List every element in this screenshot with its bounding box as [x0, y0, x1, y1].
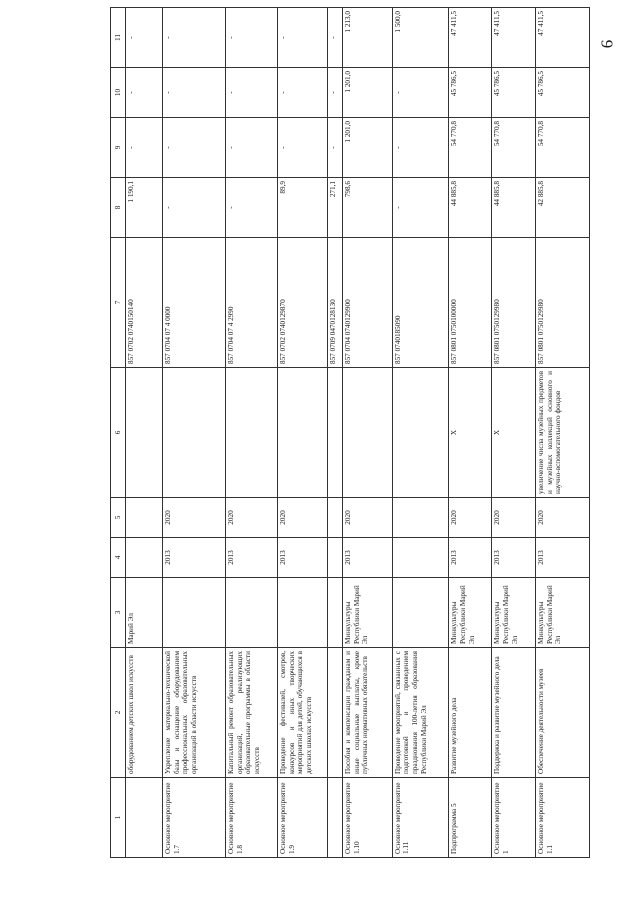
- column-header: 4: [111, 538, 126, 578]
- row-label: Основное мероприятие 1.7: [162, 778, 225, 858]
- budget-table: [110, 7, 590, 858]
- description-cell: Пособия и компенсации гражданам и иные социальные выплаты, кроме публичных нормативных обязательств: [342, 648, 392, 778]
- value-cell: -: [327, 8, 342, 68]
- row-label: Основное мероприятие 1.9: [277, 778, 327, 858]
- value-cell: 1 500,0: [392, 8, 448, 68]
- value-cell: -: [225, 118, 277, 178]
- value-cell: -: [327, 68, 342, 118]
- value-cell: 1 190,1: [126, 178, 163, 238]
- indicator-cell: X: [449, 368, 492, 498]
- end-year-cell: 2020: [277, 498, 327, 538]
- end-year-cell: 2020: [449, 498, 492, 538]
- column-header: 2: [111, 648, 126, 778]
- start-year-cell: [327, 538, 342, 578]
- table-row: [449, 8, 492, 858]
- value-cell: 45 786,5: [535, 68, 589, 118]
- value-cell: 47 411,5: [449, 8, 492, 68]
- budget-code-cell: 857 0704 07 4 2990: [225, 238, 277, 368]
- row-label: Основное мероприятие 1.10: [342, 778, 392, 858]
- column-header: 9: [111, 118, 126, 178]
- row-label: [327, 778, 342, 858]
- executor-cell: [225, 578, 277, 648]
- executor-cell: [277, 578, 327, 648]
- table-row: [492, 8, 535, 858]
- row-label: Основное мероприятие 1: [492, 778, 535, 858]
- start-year-cell: 2013: [449, 538, 492, 578]
- executor-cell: Марий Эл: [126, 578, 163, 648]
- value-cell: -: [162, 8, 225, 68]
- indicator-cell: [327, 368, 342, 498]
- value-cell: 89,9: [277, 178, 327, 238]
- value-cell: -: [392, 68, 448, 118]
- value-cell: 1 213,0: [342, 8, 392, 68]
- description-cell: Развитие музейного дела: [449, 648, 492, 778]
- start-year-cell: 2013: [342, 538, 392, 578]
- row-label: Основное мероприятие 1.11: [392, 778, 448, 858]
- executor-cell: Минкультуры Республики Марий Эл: [535, 578, 589, 648]
- start-year-cell: 2013: [277, 538, 327, 578]
- end-year-cell: 2020: [225, 498, 277, 538]
- table-row: [327, 8, 342, 858]
- table-row: [162, 8, 225, 858]
- value-cell: -: [126, 68, 163, 118]
- column-header: 3: [111, 578, 126, 648]
- description-cell: Поддержка и развитие музейного дела: [492, 648, 535, 778]
- value-cell: 44 885,8: [449, 178, 492, 238]
- end-year-cell: 2020: [492, 498, 535, 538]
- description-cell: Проведение фестивалей, смотров, конкурсов и иных творческих мероприятий для детей, обучающихся в детских школах искусств: [277, 648, 327, 778]
- budget-code-cell: 857 0801 0750100000: [449, 238, 492, 368]
- description-cell: Капитальный ремонт образовательных организаций, реализующих образовательные программы в области искусств: [225, 648, 277, 778]
- budget-code-cell: 857 0709 0470128130: [327, 238, 342, 368]
- value-cell: -: [277, 8, 327, 68]
- budget-code-cell: 857 0702 0740129870: [277, 238, 327, 368]
- column-header: 10: [111, 68, 126, 118]
- value-cell: -: [392, 118, 448, 178]
- end-year-cell: 2020: [342, 498, 392, 538]
- description-cell: Проведение мероприятий, связанных с подготовкой и проведением празднования 100-летия образования Республики Марий Эл: [392, 648, 448, 778]
- end-year-cell: [126, 498, 163, 538]
- value-cell: 54 770,8: [535, 118, 589, 178]
- indicator-cell: X: [492, 368, 535, 498]
- start-year-cell: [392, 538, 448, 578]
- start-year-cell: 2013: [225, 538, 277, 578]
- column-header: 5: [111, 498, 126, 538]
- value-cell: -: [277, 118, 327, 178]
- budget-code-cell: 857 0740185090: [392, 238, 448, 368]
- column-header: 1: [111, 778, 126, 858]
- value-cell: 44 885,8: [492, 178, 535, 238]
- end-year-cell: 2020: [535, 498, 589, 538]
- value-cell: 1 201,0: [342, 68, 392, 118]
- value-cell: 54 770,8: [492, 118, 535, 178]
- end-year-cell: [327, 498, 342, 538]
- start-year-cell: [126, 538, 163, 578]
- end-year-cell: 2020: [162, 498, 225, 538]
- start-year-cell: 2013: [535, 538, 589, 578]
- value-cell: 798,6: [342, 178, 392, 238]
- value-cell: -: [126, 118, 163, 178]
- value-cell: 47 411,5: [535, 8, 589, 68]
- column-header: 8: [111, 178, 126, 238]
- row-label: Подпрограмма 5: [449, 778, 492, 858]
- table-row: [277, 8, 327, 858]
- start-year-cell: 2013: [492, 538, 535, 578]
- value-cell: -: [162, 118, 225, 178]
- table-row: [126, 8, 163, 858]
- column-header: 7: [111, 238, 126, 368]
- indicator-cell: [277, 368, 327, 498]
- budget-code-cell: 857 0704 07 4 0000: [162, 238, 225, 368]
- budget-code-cell: 857 0801 0750129980: [535, 238, 589, 368]
- row-label: Основное мероприятие 1.1: [535, 778, 589, 858]
- row-label: [126, 778, 163, 858]
- executor-cell: Минкультуры Республики Марий Эл: [449, 578, 492, 648]
- start-year-cell: 2013: [162, 538, 225, 578]
- value-cell: 45 786,5: [492, 68, 535, 118]
- value-cell: -: [126, 8, 163, 68]
- executor-cell: [162, 578, 225, 648]
- indicator-cell: [162, 368, 225, 498]
- table-row: [535, 8, 589, 858]
- value-cell: -: [225, 178, 277, 238]
- indicator-cell: увеличение числа музейных предметов и музейных коллекций основного и научно-вспомогательного фондов: [535, 368, 589, 498]
- value-cell: -: [392, 178, 448, 238]
- row-label: Основное мероприятие 1.8: [225, 778, 277, 858]
- value-cell: -: [225, 68, 277, 118]
- description-cell: Укрепление материально-технической базы и оснащение оборудованием профессиональных образовательных организаций в области искусств: [162, 648, 225, 778]
- description-cell: оборудованием детских школ искусств: [126, 648, 163, 778]
- value-cell: -: [162, 68, 225, 118]
- column-header: 11: [111, 8, 126, 68]
- value-cell: 47 411,5: [492, 8, 535, 68]
- value-cell: 54 770,8: [449, 118, 492, 178]
- header-row: [111, 8, 126, 858]
- executor-cell: [327, 578, 342, 648]
- indicator-cell: [126, 368, 163, 498]
- table-row: [225, 8, 277, 858]
- value-cell: -: [162, 178, 225, 238]
- rotated-table-container: [110, 8, 590, 858]
- executor-cell: Минкультуры Республики Марий Эл: [342, 578, 392, 648]
- budget-code-cell: 857 0801 0750129980: [492, 238, 535, 368]
- executor-cell: Минкультуры Республики Марий Эл: [492, 578, 535, 648]
- budget-code-cell: 857 0702 0740150140: [126, 238, 163, 368]
- page-number: 9: [597, 39, 617, 49]
- executor-cell: [392, 578, 448, 648]
- value-cell: 45 786,5: [449, 68, 492, 118]
- value-cell: -: [225, 8, 277, 68]
- table-row: [392, 8, 448, 858]
- end-year-cell: [392, 498, 448, 538]
- description-cell: Обеспечение деятельности музеев: [535, 648, 589, 778]
- indicator-cell: [342, 368, 392, 498]
- value-cell: 271,1: [327, 178, 342, 238]
- value-cell: -: [327, 118, 342, 178]
- description-cell: [327, 648, 342, 778]
- table-row: [342, 8, 392, 858]
- budget-code-cell: 857 0704 0740129900: [342, 238, 392, 368]
- value-cell: 42 885,8: [535, 178, 589, 238]
- column-header: 6: [111, 368, 126, 498]
- indicator-cell: [392, 368, 448, 498]
- value-cell: -: [277, 68, 327, 118]
- indicator-cell: [225, 368, 277, 498]
- value-cell: 1 201,0: [342, 118, 392, 178]
